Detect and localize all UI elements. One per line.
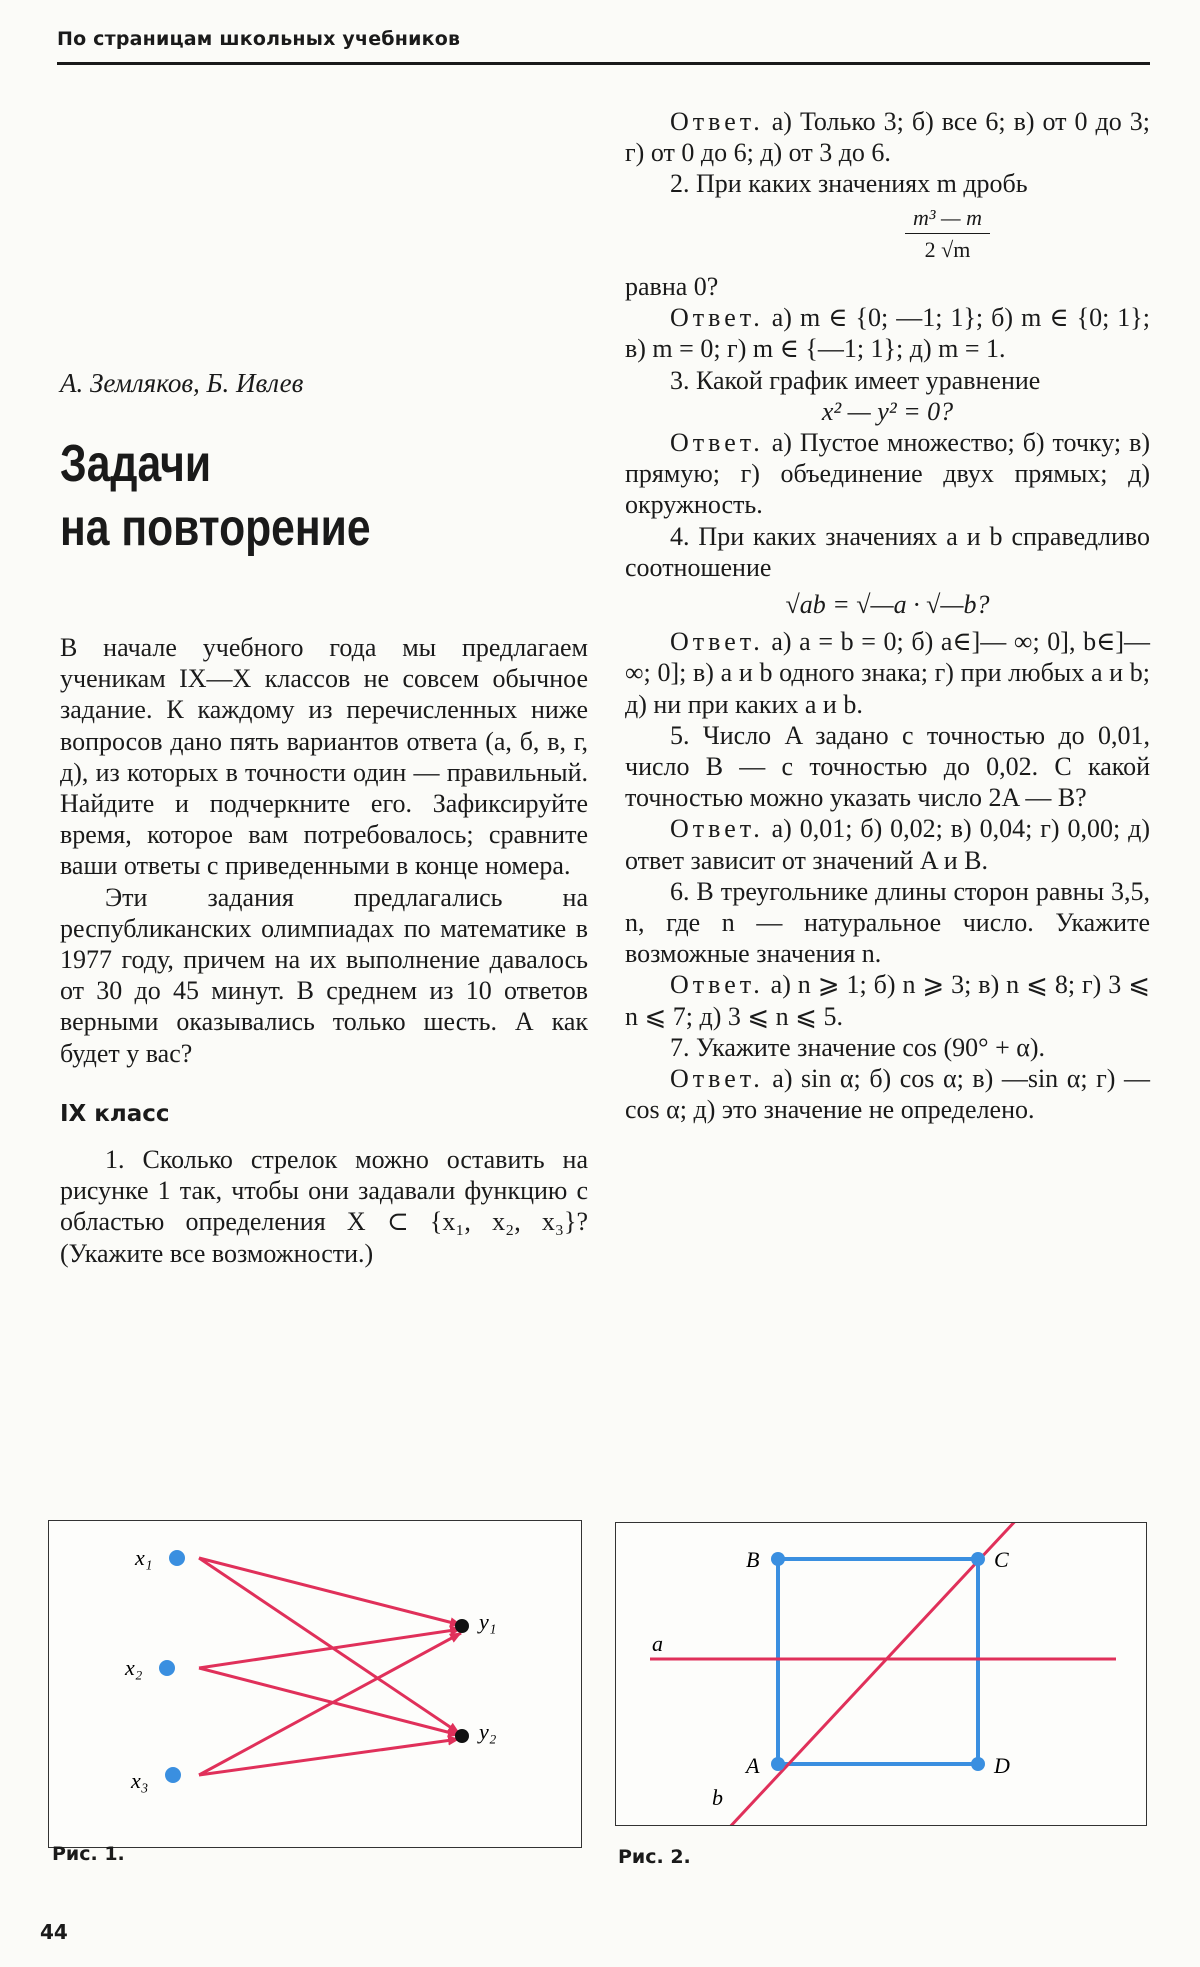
title-line-1: Задачи bbox=[60, 435, 212, 493]
section-header: По страницам школьных учебников bbox=[57, 28, 461, 50]
problem-3-equation: x² — y² = 0? bbox=[821, 396, 954, 426]
problem-4-text: 4. При каких значениях a и b справедливо соотношение bbox=[625, 521, 1150, 582]
vertex-a bbox=[771, 1757, 785, 1771]
problem-6-answer bbox=[625, 969, 1150, 1031]
problem-1-answer bbox=[625, 106, 1150, 168]
header-rule bbox=[57, 62, 1150, 65]
answer-text: а) a = b = 0; б) a∈]— ∞; 0], b∈]—∞; 0]; в) a и b одного знака; г) при любых a и b; д) ни при каких a и b. bbox=[625, 627, 1150, 719]
problem-2-text: 2. При каких значениях m дробь bbox=[670, 169, 1028, 199]
figure-2 bbox=[615, 1522, 1147, 1826]
answer-text: а) Только 3; б) все 6; в) от 0 до 3; г) от 0 до 6; д) от 3 до 6. bbox=[625, 107, 1151, 168]
problem-4-answer bbox=[625, 626, 1150, 720]
answer-text: а) 0,01; б) 0,02; в) 0,04; г) 0,00; д) ответ зависит от значений A и B. bbox=[625, 814, 1150, 875]
arrow-x1-y1 bbox=[199, 1558, 461, 1625]
vertex-label-b: B bbox=[746, 1547, 760, 1572]
figure-1-diagram bbox=[49, 1521, 581, 1847]
arrow-x3-y1 bbox=[199, 1633, 461, 1775]
vertex-d bbox=[971, 1757, 985, 1771]
left-column bbox=[60, 632, 588, 1269]
label-x1: x₁ bbox=[135, 1545, 153, 1570]
line-b bbox=[728, 1523, 1019, 1825]
problem-5-answer bbox=[625, 813, 1150, 875]
problem-7-text: 7. Укажите значение cos (90° + α). bbox=[670, 1032, 1046, 1062]
vertex-label-a: A bbox=[746, 1753, 760, 1778]
problem-2-answer bbox=[625, 302, 1150, 364]
article-title bbox=[60, 432, 371, 560]
fraction-numerator: m³ — m bbox=[905, 202, 990, 234]
problem-1-text: 1. Сколько стрелок можно оставить на рисунке 1 так, чтобы они задавали функцию с областью определения X ⊂ {x₁, x₂, x₃}? (Укажите все возможности.) bbox=[60, 1145, 588, 1268]
figure-2-caption: Рис. 2. bbox=[618, 1846, 691, 1868]
point-y2 bbox=[455, 1729, 469, 1743]
point-x3 bbox=[165, 1767, 181, 1783]
answer-text: а) m ∈ {0; —1; 1}; б) m ∈ {0; 1}; в) m = 0; г) m ∈ {—1; 1}; д) m = 1. bbox=[625, 303, 1151, 364]
point-y1 bbox=[455, 1619, 469, 1633]
point-x1 bbox=[169, 1550, 185, 1566]
answer-label: Ответ. bbox=[670, 970, 764, 1000]
intro-paragraph-2: Эти задания предлагались на республиканских олимпиадах по математике в 1977 году, причем на их выполнение давалось от 30 до 45 минут. В среднем из 10 ответов верными оказывались только шесть. А как будет у вас? bbox=[60, 882, 588, 1068]
label-x3: x₃ bbox=[131, 1768, 149, 1793]
right-column bbox=[625, 106, 1150, 1126]
figure-1 bbox=[48, 1520, 582, 1848]
article-authors: А. Земляков, Б. Ивлев bbox=[60, 368, 304, 398]
problem-3-answer bbox=[625, 427, 1150, 521]
problem-5-text: 5. Число A задано с точностью до 0,01, число B — с точностью до 0,02. С какой точностью можно указать число 2A — B? bbox=[625, 720, 1150, 813]
arrow-x1-y2 bbox=[199, 1558, 459, 1733]
section-heading: IX класс bbox=[60, 1100, 170, 1127]
problem-4-equation: √ab = √—a · √—b? bbox=[785, 590, 990, 620]
title-line-2: на повторение bbox=[60, 499, 371, 557]
answer-label: Ответ. bbox=[670, 428, 764, 458]
answer-text: а) Пустое множество; б) точку; в) прямую; г) объединение двух прямых; д) окружность. bbox=[625, 428, 1150, 520]
figure-1-caption: Рис. 1. bbox=[52, 1843, 125, 1865]
arrow-x2-y1 bbox=[199, 1629, 461, 1668]
fraction-denominator: 2 √m bbox=[924, 236, 971, 262]
figure-2-diagram bbox=[616, 1523, 1146, 1825]
label-a: a bbox=[652, 1631, 663, 1656]
arrow-x3-y2 bbox=[199, 1739, 459, 1775]
answer-label: Ответ. bbox=[670, 107, 764, 136]
label-y2: y₂ bbox=[479, 1719, 497, 1744]
problem-7-answer bbox=[625, 1063, 1150, 1125]
vertex-c bbox=[971, 1552, 985, 1566]
answer-text: а) sin α; б) cos α; в) —sin α; г) —cos α; д) это значение не определено. bbox=[625, 1064, 1150, 1125]
label-b: b bbox=[712, 1785, 723, 1810]
answer-label: Ответ. bbox=[670, 1064, 764, 1094]
label-x2: x₂ bbox=[125, 1655, 143, 1680]
problem-2-continuation: равна 0? bbox=[625, 272, 719, 302]
problem-6-text: 6. В треугольнике длины сторон равны 3,5, n, где n — натуральное число. Укажите возможные значения n. bbox=[625, 876, 1150, 969]
vertex-label-c: C bbox=[994, 1547, 1009, 1572]
page-number: 44 bbox=[40, 1920, 68, 1944]
vertex-b bbox=[771, 1552, 785, 1566]
arrow-x2-y2 bbox=[199, 1668, 459, 1735]
label-y1: y₁ bbox=[479, 1609, 497, 1634]
problem-3-text: 3. Какой график имеет уравнение bbox=[670, 365, 1041, 395]
point-x2 bbox=[159, 1660, 175, 1676]
fraction bbox=[745, 202, 1150, 265]
answer-label: Ответ. bbox=[670, 627, 764, 657]
vertex-label-d: D bbox=[994, 1753, 1010, 1778]
answer-label: Ответ. bbox=[670, 814, 764, 844]
intro-paragraph-1: В начале учебного года мы предлагаем ученикам IX—X классов не совсем обычное задание. К каждому из перечисленных ниже вопросов дано пять вариантов ответа (а, б, в, г, д), из которых в точности один — правильный. Найдите и подчеркните его. Зафиксируйте время, которое вам потребовалось; сравните ваши ответы с приведенными в конце номера. bbox=[60, 633, 588, 881]
answer-text: а) n ⩾ 1; б) n ⩾ 3; в) n ⩽ 8; г) 3 ⩽ n ⩽ 7; д) 3 ⩽ n ⩽ 5. bbox=[625, 970, 1151, 1031]
answer-label: Ответ. bbox=[670, 303, 764, 333]
